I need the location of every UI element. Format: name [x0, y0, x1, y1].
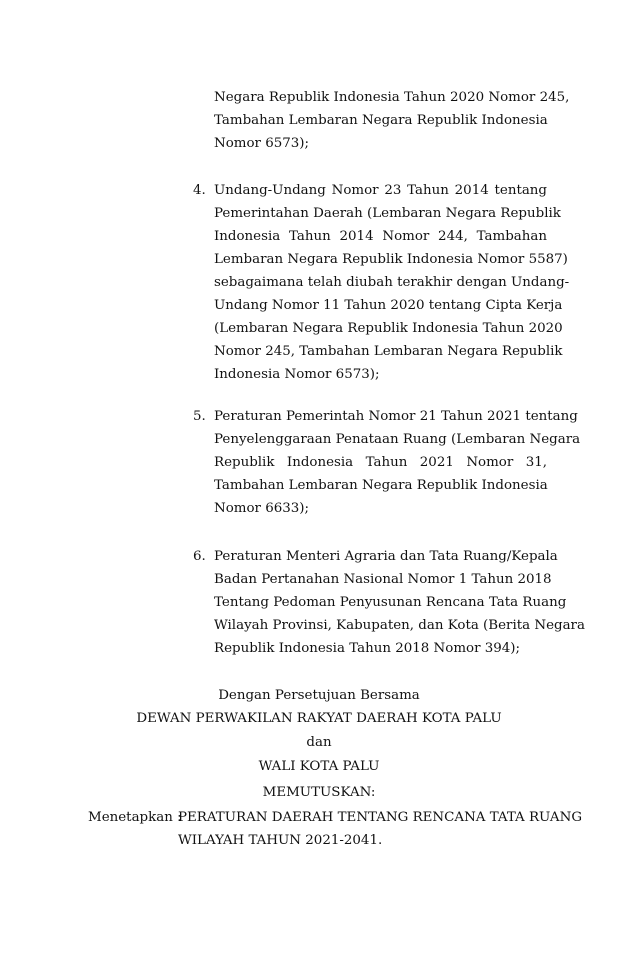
- text-line: Peraturan Menteri Agraria dan Tata Ruang/Kepala: [214, 549, 558, 564]
- text-line: WILAYAH TAHUN 2021-2041.: [178, 833, 383, 848]
- text-line: Indonesia Nomor 6573);: [214, 367, 380, 382]
- decision-label: Menetapkan :: [88, 810, 182, 825]
- decision-heading: MEMUTUSKAN:: [262, 785, 376, 800]
- approval-line-4: WALI KOTA PALU: [258, 759, 380, 774]
- item-number: 5.: [193, 409, 206, 424]
- text-line: Pemerintahan Daerah (Lembaran Negara Republik: [214, 206, 561, 221]
- text-line: Negara Republik Indonesia Tahun 2020 Nomor 245,: [214, 90, 570, 105]
- text-line: Badan Pertanahan Nasional Nomor 1 Tahun 2018: [214, 572, 552, 587]
- text-line: Nomor 6633);: [214, 501, 310, 516]
- text-line: Republik Indonesia Tahun 2021 Nomor 31,: [214, 455, 547, 470]
- text-line: Tambahan Lembaran Negara Republik Indonesia: [214, 113, 548, 128]
- approval-line-2: DEWAN PERWAKILAN RAKYAT DAERAH KOTA PALU: [136, 711, 502, 726]
- text-line: Republik Indonesia Tahun 2018 Nomor 394);: [214, 641, 521, 656]
- legal-basis-item-6: [214, 545, 585, 660]
- text-line: Nomor 245, Tambahan Lembaran Negara Republik: [214, 344, 563, 359]
- approval-line-1: Dengan Persetujuan Bersama: [218, 688, 420, 703]
- decision-text: [178, 806, 583, 852]
- text-line: (Lembaran Negara Republik Indonesia Tahun 2020: [214, 321, 563, 336]
- text-line: Undang-Undang Nomor 23 Tahun 2014 tentang: [214, 183, 547, 198]
- text-line: Penyelenggaraan Penataan Ruang (Lembaran Negara: [214, 432, 581, 447]
- text-line: Undang Nomor 11 Tahun 2020 tentang Cipta Kerja: [214, 298, 563, 313]
- item-number: 6.: [193, 549, 206, 564]
- text-line: Indonesia Tahun 2014 Nomor 244, Tambahan: [214, 229, 547, 244]
- text-line: Tentang Pedoman Penyusunan Rencana Tata Ruang: [214, 595, 567, 610]
- text-line: sebagaimana telah diubah terakhir dengan Undang-: [214, 275, 570, 290]
- text-line: Wilayah Provinsi, Kabupaten, dan Kota (Berita Negara: [214, 618, 585, 633]
- text-line: Peraturan Pemerintah Nomor 21 Tahun 2021 tentang: [214, 409, 578, 424]
- text-line: Tambahan Lembaran Negara Republik Indonesia: [214, 478, 548, 493]
- text-line: Nomor 6573);: [214, 136, 310, 151]
- text-line: PERATURAN DAERAH TENTANG RENCANA TATA RUANG: [178, 810, 583, 825]
- text-line: Lembaran Negara Republik Indonesia Nomor 5587): [214, 252, 568, 267]
- legal-basis-item-5: [214, 405, 581, 520]
- continuation-text: [214, 86, 570, 155]
- approval-line-3: dan: [306, 735, 332, 750]
- legal-basis-item-4: [214, 179, 570, 386]
- item-number: 4.: [193, 183, 206, 198]
